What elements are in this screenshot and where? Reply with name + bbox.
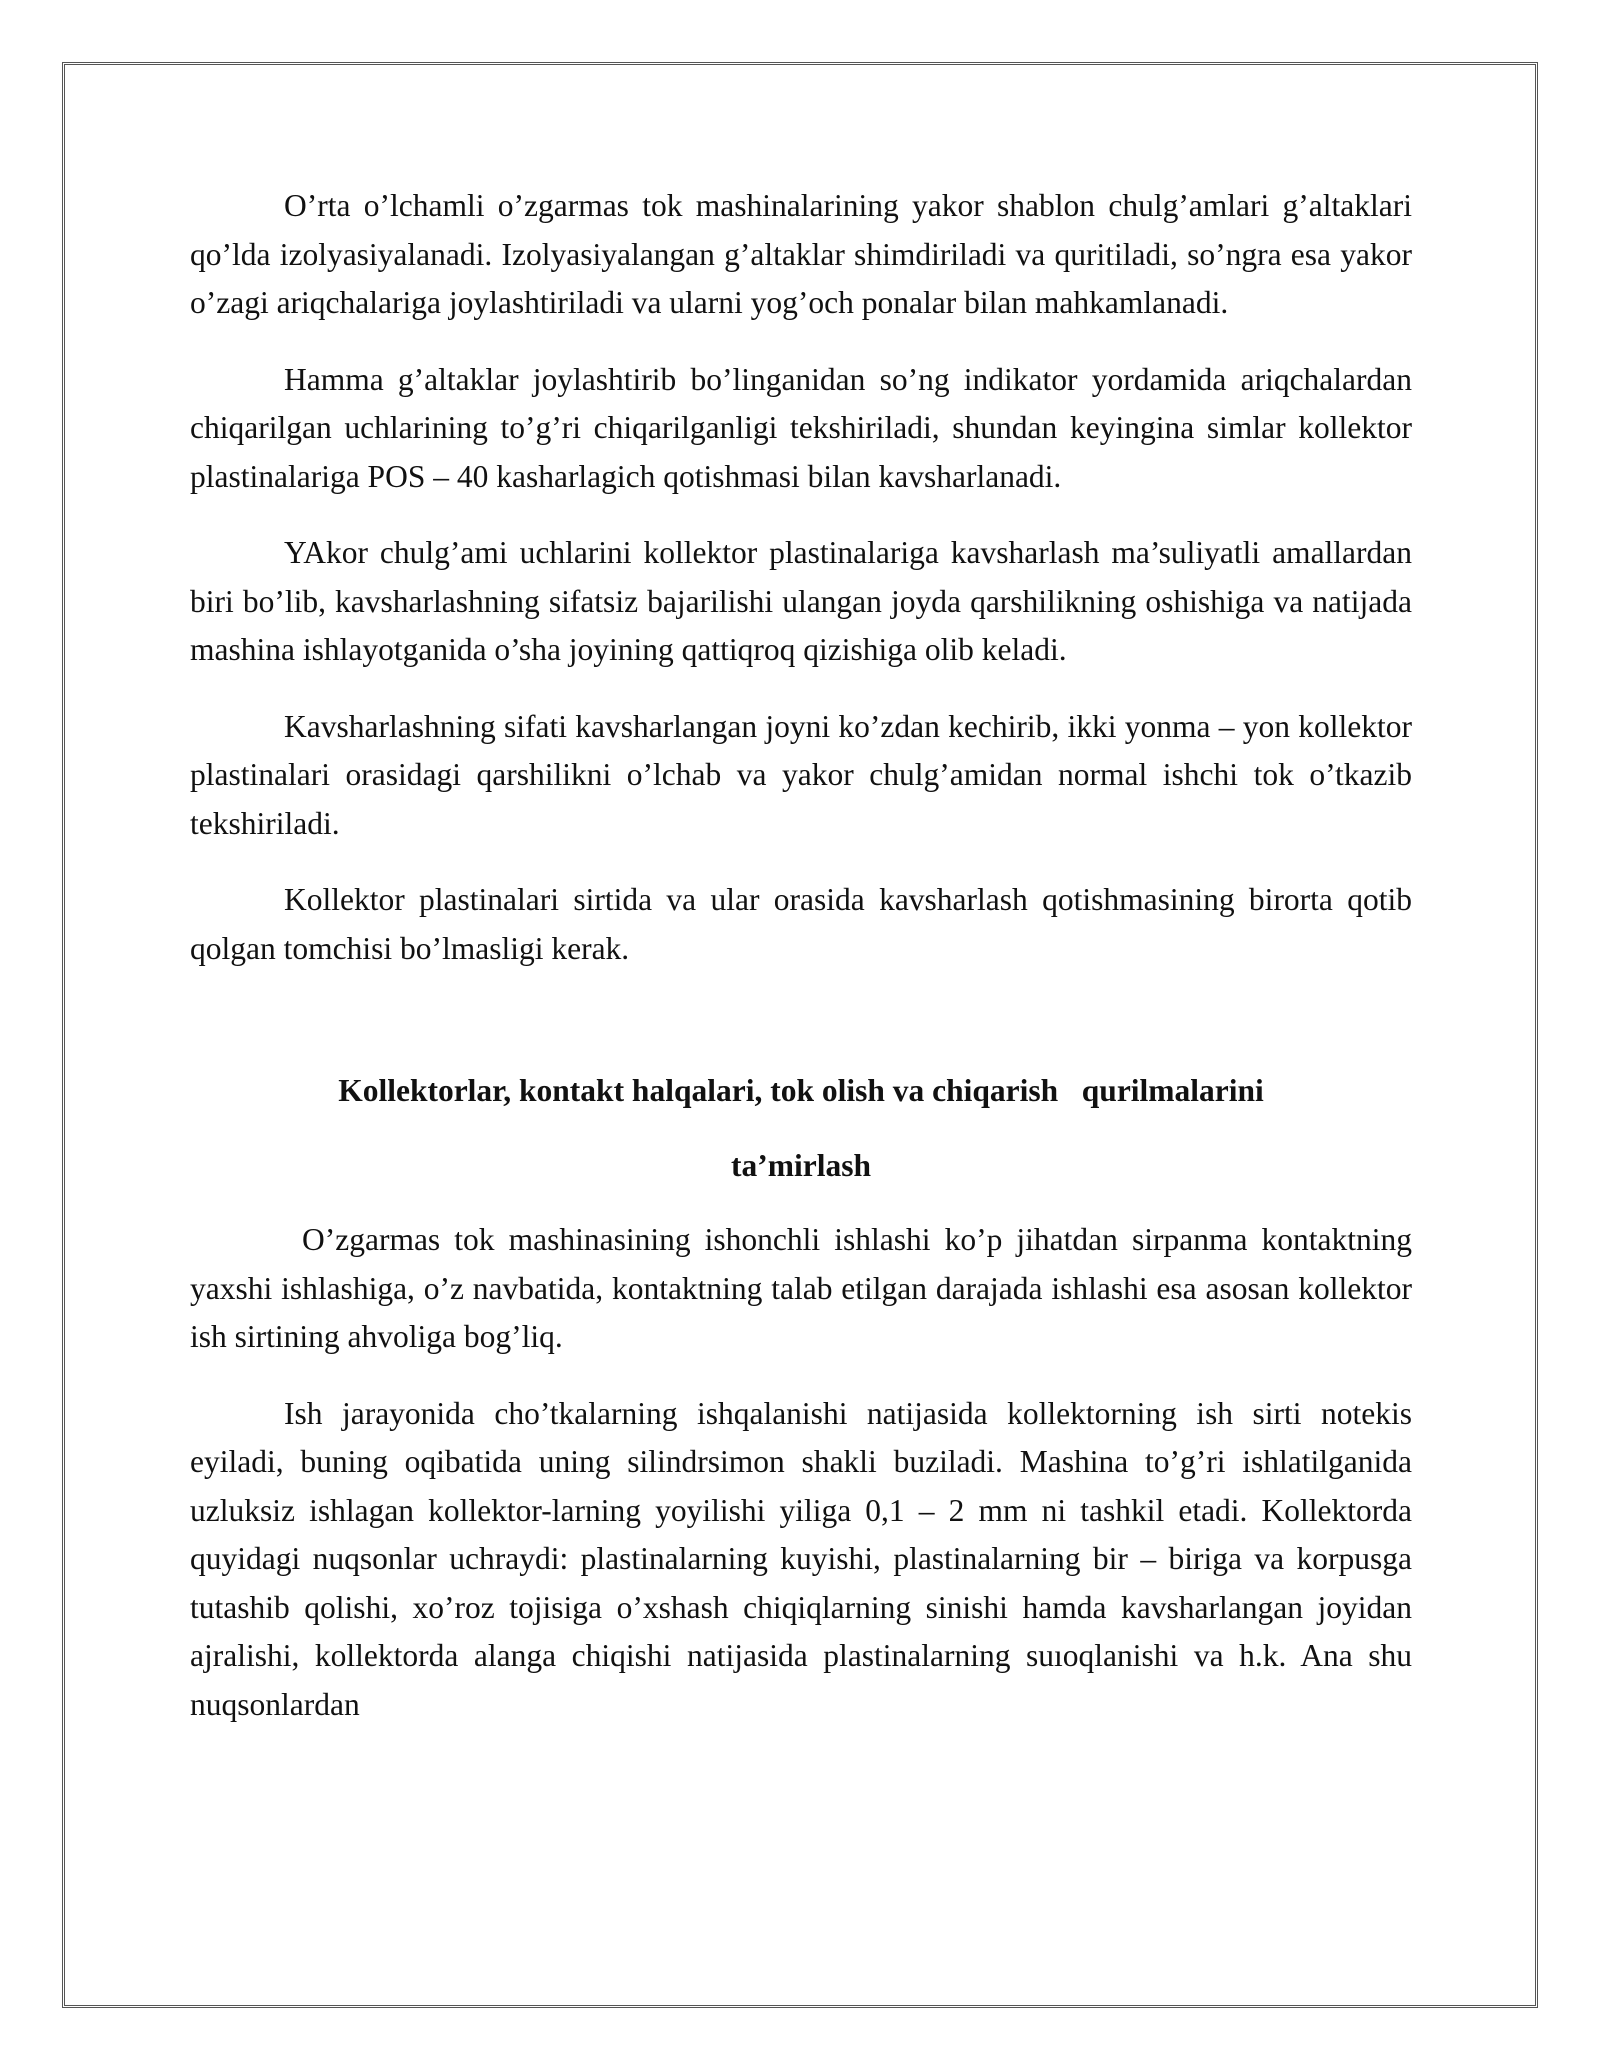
section-heading-line-2: ta’mirlash bbox=[731, 1147, 871, 1183]
paragraph: Kollektor plastinalari sirtida va ular orasida kavsharlash qotishmasining birorta qotib qolgan tomchisi bo’lmasligi kerak. bbox=[190, 882, 1412, 966]
section-heading-line-1: Kollektorlar, kontakt halqalari, tok olish va chiqarish qurilmalarini bbox=[338, 1073, 1264, 1108]
document-body bbox=[190, 182, 1412, 1757]
paragraph: YAkor chulg’ami uchlarini kollektor plastinalariga kavsharlash ma’suliyatli amallardan biri bo’lib, kavsharlashning sifatsiz bajarilishi ulangan joyda qarshilikning oshishiga va natijada mashina ishlayotganida o’sha joyining qattiqroq qizishiga olib keladi. bbox=[190, 535, 1412, 667]
paragraph: Kavsharlashning sifati kavsharlangan joyni ko’zdan kechirib, ikki yonma – yon kollektor plastinalari orasidagi qarshilikni o’lchab va yakor chulg’amidan normal ishchi tok o’tkazib tekshiriladi. bbox=[190, 708, 1412, 841]
paragraph: Hamma g’altaklar joylashtirib bo’linganidan so’ng indikator yordamida ariqchalardan chiqarilgan uchlarining to’g’ri chiqarilganligi tekshiriladi, shundan keyingina simlar kollektor plastinalariga POS – 40 kasharlagich qotishmasi bilan kavsharlanadi. bbox=[190, 361, 1412, 494]
paragraph: O’zgarmas tok mashinasining ishonchli ishlashi ko’p jihatdan sirpanma kontaktning yaxshi ishlashiga, o’z navbatida, kontaktning talab etilgan darajada ishlashi esa asosan kollektor ish sirtining ahvoliga bog’liq. bbox=[190, 1222, 1412, 1354]
section-heading bbox=[190, 1067, 1412, 1190]
paragraph: Ish jarayonida cho’tkalarning ishqalanishi natijasida kollektorning ish sirti notekis eyiladi, buning oqibatida uning silindrsimon shakli buziladi. Mashina to’g’ri ishlatilganida uzluksiz ishlagan kollektor-larning yoyilishi yiliga 0,1 – 2 mm ni tashkil etadi. Kollektorda quyidagi nuqsonlar uchraydi: plastinalarning kuyishi, plastinalarning bir – biriga va korpusga tutashib qolishi, xo’roz tojisiga o’xshash chiqiqlarning sinishi hamda kavsharlangan joyidan ajralishi, kollektorda alanga chiqishi natijasida plastinalarning suıoqlanishi va h.k. Ana shu nuqsonlardan bbox=[190, 1395, 1412, 1722]
paragraph: O’rta o’lchamli o’zgarmas tok mashinalarining yakor shablon chulg’amlari g’altaklari qo’lda izolyasiyalanadi. Izolyasiyalangan g’altaklar shimdiriladi va quritiladi, so’ngra esa yakor o’zagi ariqchalariga joylashtiriladi va ularni yog’och ponalar bilan mahkamlanadi. bbox=[190, 188, 1412, 320]
